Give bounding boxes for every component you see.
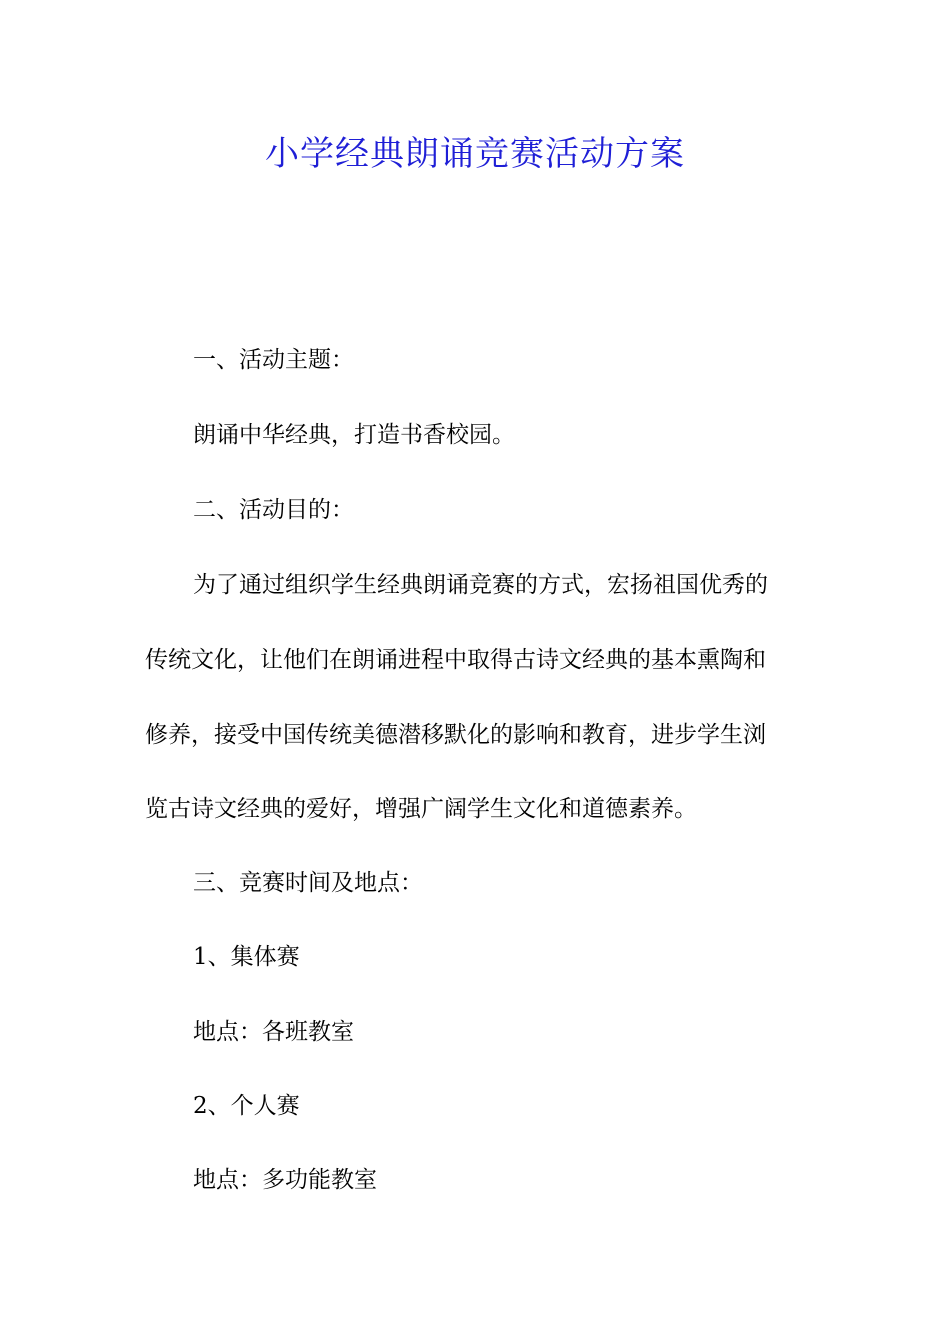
theme-text: 朗诵中华经典，打造书香校园。 bbox=[193, 422, 515, 448]
individual-contest-place: 地点：多功能教室 bbox=[193, 1167, 377, 1193]
purpose-line-3: 修养，接受中国传统美德潜移默化的影响和教育，进步学生浏 bbox=[145, 722, 766, 748]
group-contest-place: 地点：各班教室 bbox=[193, 1019, 354, 1045]
group-contest-label: 1、集体赛 bbox=[193, 944, 300, 970]
individual-contest-label: 2、个人赛 bbox=[193, 1093, 300, 1119]
theme-heading: 一、活动主题： bbox=[193, 347, 354, 373]
page-title: 小学经典朗诵竞赛活动方案 bbox=[265, 134, 685, 174]
time-place-heading: 三、竞赛时间及地点： bbox=[193, 870, 423, 896]
purpose-line-4: 览古诗文经典的爱好，增强广阔学生文化和道德素养。 bbox=[145, 796, 697, 822]
purpose-line-1: 为了通过组织学生经典朗诵竞赛的方式，宏扬祖国优秀的 bbox=[193, 572, 768, 598]
purpose-line-2: 传统文化，让他们在朗诵进程中取得古诗文经典的基本熏陶和 bbox=[145, 647, 766, 673]
purpose-heading: 二、活动目的： bbox=[193, 497, 354, 523]
